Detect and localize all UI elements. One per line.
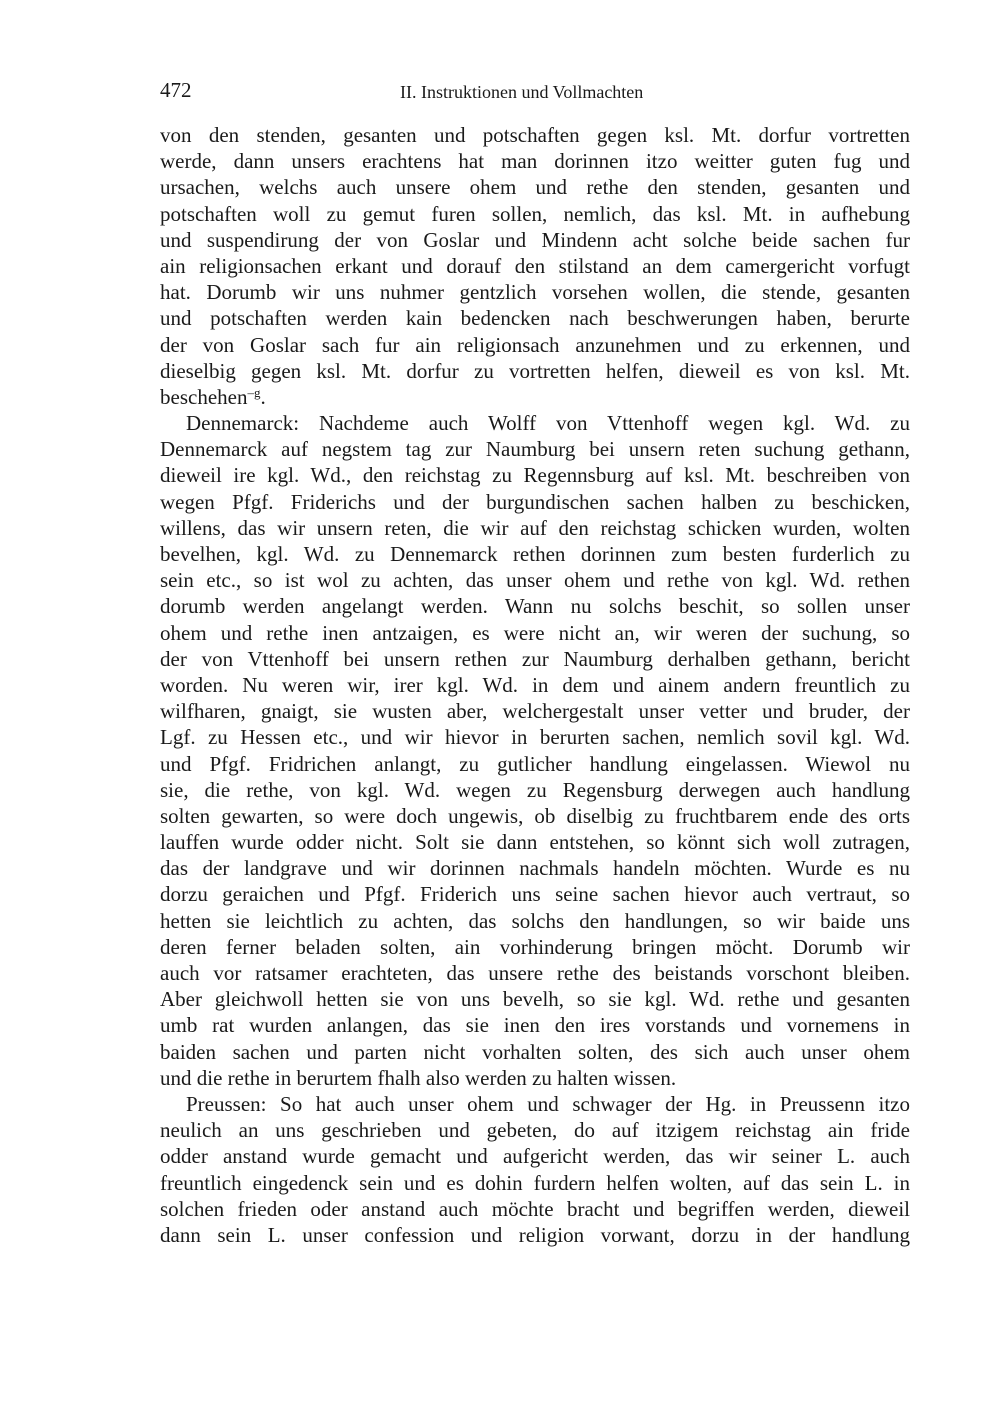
page-header [160,78,910,108]
text-line: ursachen, welchs auch unsere ohem und rethe den stenden, gesanten und [160,175,910,200]
text-line: deren ferner beladen solten, ain vorhinderung bringen möcht. Dorumb wir [160,934,910,959]
paragraph-dennemarck [160,410,910,1091]
text-line: wilfharen, gnaigt, sie wusten aber, welchergestalt unser vetter und bruder, der [160,699,910,724]
text-line: Lgf. zu Hessen etc., und wir hievor in berurten sachen, nemlich sovil kgl. Wd. [160,725,910,750]
text-line: ain religionsachen erkant und dorauf den stilstand an dem camergericht vorfugt [160,253,910,278]
text-line: und Pfgf. Fridrichen anlangt, zu gutlicher handlung eingelassen. Wiewol nu [160,751,910,776]
text-line: neulich an uns geschrieben und gebeten, do auf itzigem reichstag ain fride [160,1118,910,1143]
page-number: 472 [160,78,192,102]
running-title: II. Instruktionen und Vollmachten [400,82,644,102]
text-line: der von Vttenhoff bei unsern rethen zur Naumburg derhalben gethann, bericht [160,646,910,671]
text-line: sein etc., so ist wol zu achten, das unser ohem und rethe von kgl. Wd. rethen [160,568,910,593]
text-line: freuntlich eingedenck sein und es dohin furdern helfen wolten, auf das sein L. in [160,1170,910,1195]
footnote-mark: –g [247,384,261,400]
text-line: solten gewarten, so were doch ungewis, ob diselbig zu fruchtbarem ende des orts [160,803,910,828]
text-line: und potschaften werden kain bedencken nach beschwerungen haben, berurte [160,306,910,331]
text-line: dieselbig gegen ksl. Mt. dorfur zu vortretten helfen, dieweil es von ksl. Mt. [160,358,910,383]
body-text [160,122,910,1248]
text-line: von den stenden, gesanten und potschaften gegen ksl. Mt. dorfur vortretten [160,123,910,147]
text-line: lauffen wurde odder nicht. Solt sie dann entstehen, so könnt sich woll zutragen, [160,830,910,855]
text-line: ohem und rethe inen antzaigen, es were nicht an, wir weren der suchung, so [160,620,910,645]
text-line: dorumb werden angelangt werden. Wann nu solchs beschit, so sollen unser [160,594,910,619]
text-line: der von Goslar sach fur ain religionsach anzunehmen und zu erkennen, und [160,332,910,357]
text-line: wegen Pfgf. Friderichs und der burgundischen sachen halben zu beschicken, [160,489,910,514]
text-line: odder anstand wurde gemacht und aufgericht werden, das wir seiner L. auch [160,1144,910,1169]
text-line: worden. Nu weren wir, irer kgl. Wd. in dem und ainem andern freuntlich zu [160,672,910,697]
text-line: dieweil ire kgl. Wd., den reichstag zu Regennsburg auf ksl. Mt. beschreiben von [160,463,910,488]
text-line: werde, dann unsers erachtens hat man dorinnen itzo weitter guten fug und [160,149,910,174]
text-line: potschaften woll zu gemut furen sollen, nemlich, das ksl. Mt. in aufhebung [160,201,910,226]
text-line [160,384,910,410]
text-line: hat. Dorumb wir uns nuhmer gentzlich vorsehen wollen, die stende, gesanten [160,280,910,305]
text-line: bevelhen, kgl. Wd. zu Dennemarck rethen dorinnen zum besten furderlich zu [160,542,910,566]
text-line: Dennemarck: Nachdeme auch Wolff von Vttenhoff wegen kgl. Wd. zu [186,411,910,436]
text-line: baiden sachen und parten nicht vorhalten solten, des sich auch unser ohem [160,1039,910,1064]
text-line: hetten sie leichtlich zu achten, das solchs den handlungen, so wir baide uns [160,908,910,933]
text-line: Aber gleichwoll hetten sie von uns bevelh, so sie kgl. Wd. rethe und gesanten [160,987,910,1012]
paragraph-saxony-goslar [160,122,910,410]
text-line: willens, das wir unsern reten, die wir auf den reichstag schicken wurden, wolten [160,515,910,540]
text-line: dann sein L. unser confession und religion vorwant, dorzu in der handlung [160,1222,910,1247]
text-line: dorzu geraichen und Pfgf. Friderich uns seine sachen hievor auch vertraut, so [160,882,910,907]
text-line: auch vor ratsamer erachteten, das unsere rethe des beistands vorschont bleiben. [160,961,910,985]
text-line: Preussen: So hat auch unser ohem und schwager der Hg. in Preussenn itzo [186,1091,910,1116]
text-line: und suspendirung der von Goslar und Mindenn acht solche beide sachen fur [160,227,910,252]
text-line: das der landgrave und wir dorinnen nachmals handeln möchten. Wurde es nu [160,856,910,881]
text-line: Dennemarck auf negstem tag zur Naumburg bei unsern reten suchung gethann, [160,437,910,462]
last-line-text: beschehen [160,384,248,409]
text-line: solchen frieden oder anstand auch möchte bracht und begriffen werden, dieweil [160,1196,910,1221]
text-line: und die rethe in berurtem fhalh also werden zu halten wissen. [160,1065,677,1090]
text-line: sie, die rethe, von kgl. Wd. wegen zu Regensburg derwegen auch handlung [160,777,910,802]
last-line-end: . [260,384,266,409]
text-line: umb rat wurden anlangen, das sie inen den ires vorstands und vornemens in [160,1013,910,1038]
paragraph-preussen [160,1091,910,1248]
